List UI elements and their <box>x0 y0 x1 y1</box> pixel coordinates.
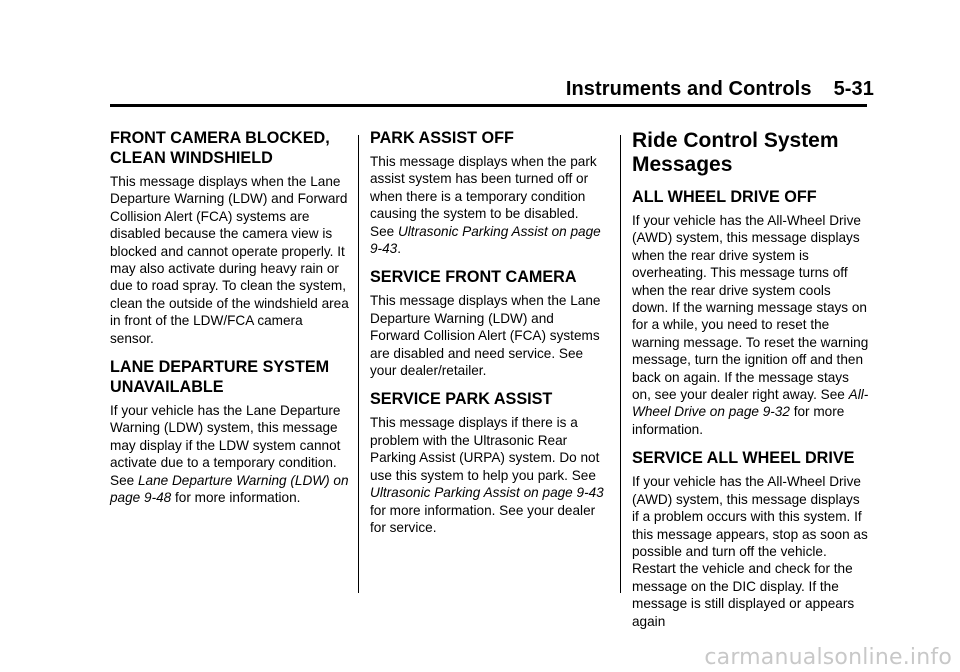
column-2 <box>370 128 606 546</box>
link-lane-departure-warning[interactable]: Lane Departure Warning (LDW) on page 9-48 <box>110 472 349 506</box>
column-divider-1 <box>358 135 359 593</box>
page-number: 5-31 <box>833 78 874 100</box>
link-all-wheel-drive[interactable]: All-Wheel Drive on page 9-32 <box>632 387 869 420</box>
section-title-ride-control: Ride Control System Messages <box>632 129 839 176</box>
column-3 <box>632 128 870 640</box>
body-all-wheel-drive-off: If your vehicle has the All-Wheel Drive (AWD) system, this message displays when the rear drive system is overheating. This message turns off when the rear drive system cools down. If the warning message stays on for a while, you need to reset the warning message. To reset the warning message, turn the ignition off and then back on again. If the message stays on, see your dealer right away. See All-Wheel Drive on page 9-32 for more information. <box>632 213 869 437</box>
link-ultrasonic-parking-assist-2[interactable]: Ultrasonic Parking Assist on page 9-43 <box>370 485 604 501</box>
heading-park-assist-off: PARK ASSIST OFF <box>370 129 514 147</box>
heading-front-camera-blocked: FRONT CAMERA BLOCKED, CLEAN WINDSHIELD <box>110 129 330 167</box>
body-front-camera-blocked: This message displays when the Lane Departure Warning (LDW) and Forward Collision Alert (FCA) systems are disabled because the camera view is blocked and cannot operate properly. It may also activate during heavy rain or due to road spray. To clean the system, clean the outside of the windshield area in front of the LDW/FCA camera sensor. <box>110 174 349 346</box>
column-divider-2 <box>620 135 621 593</box>
body-lane-departure-unavailable: If your vehicle has the Lane Departure Warning (LDW) system, this message may display if the LDW system cannot activate due to a temporary condition. See Lane Departure Warning (LDW) on page 9-48 for more information. <box>110 403 349 506</box>
heading-all-wheel-drive-off: ALL WHEEL DRIVE OFF <box>632 188 817 206</box>
body-park-assist-off: This message displays when the park assist system has been turned off or when there is a temporary condition causing the system to be disabled. See Ultrasonic Parking Assist on page 9-43. <box>370 154 601 257</box>
body-service-park-assist: This message displays if there is a problem with the Ultrasonic Rear Parking Assist (URPA) system. Do not use this system to help you park. See Ultrasonic Parking Assist on page 9-43 for more information. See your dealer for service. <box>370 415 604 535</box>
watermark: carmanualsonline.info <box>704 645 952 670</box>
heading-service-all-wheel-drive: SERVICE ALL WHEEL DRIVE <box>632 449 855 468</box>
body-service-all-wheel-drive: If your vehicle has the All-Wheel Drive (AWD) system, this message displays if a problem occurs with this system. If this message appears, stop as soon as possible and turn off the vehicle. Restart the vehicle and check for the message on the DIC display. If the message is still displayed or appears again <box>632 474 868 629</box>
chapter-title: Instruments and Controls <box>565 78 812 100</box>
column-1 <box>110 128 350 517</box>
heading-service-park-assist: SERVICE PARK ASSIST <box>370 390 553 409</box>
heading-lane-departure-unavailable: LANE DEPARTURE SYSTEM UNAVAILABLE <box>110 358 330 397</box>
header-rule <box>110 104 867 107</box>
page-header <box>566 78 874 101</box>
body-service-front-camera: This message displays when the Lane Departure Warning (LDW) and Forward Collision Alert (FCA) systems are disabled and need service. See your dealer/retailer. <box>370 293 601 379</box>
link-ultrasonic-parking-assist[interactable]: Ultrasonic Parking Assist on page 9-43 <box>370 223 601 257</box>
heading-service-front-camera: SERVICE FRONT CAMERA <box>370 268 577 287</box>
